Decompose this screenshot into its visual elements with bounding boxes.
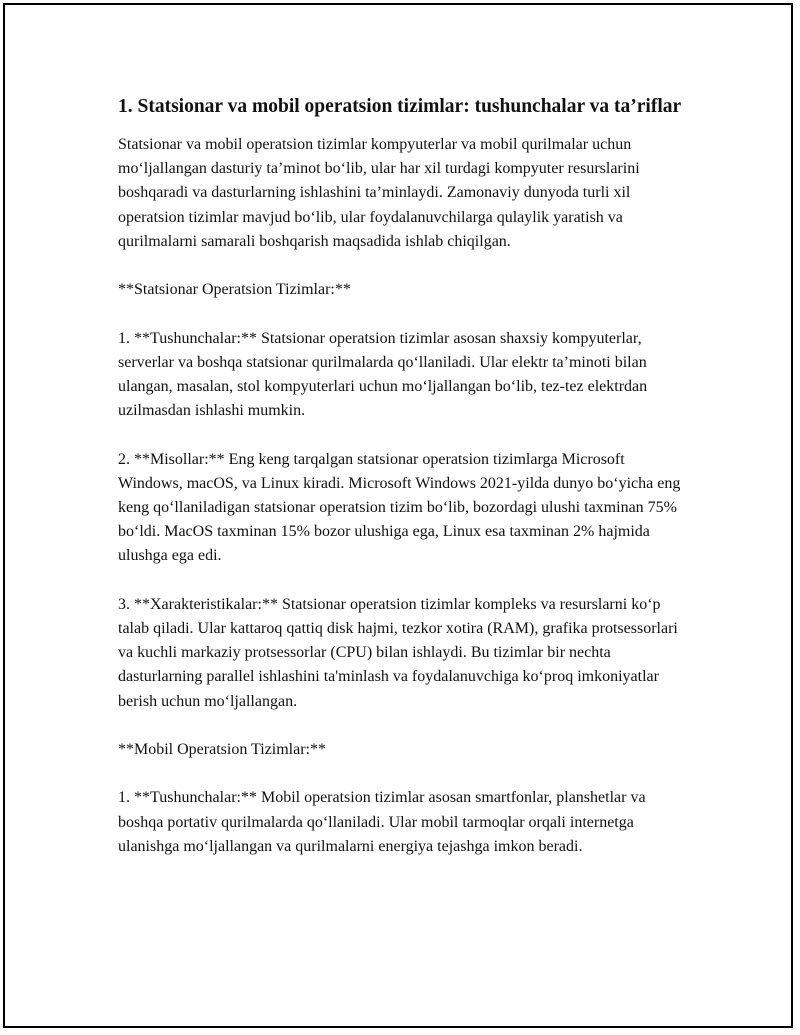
stationary-examples-paragraph: 2. **Misollar:** Eng keng tarqalgan statsionar operatsion tizimlarga Microsoft Windows, macOS, va Linux kiradi. Microsoft Windows 2021-yilda dunyo bo‘yicha eng keng qo‘llaniladigan statsionar operatsion tizim bo‘lib, bozordagi ulushi taxminan 75% bo‘ldi. MacOS taxminan 15% bozor ulushiga ega, Linux esa taxminan 2% hajmida ulushga ega edi.: [118, 450, 681, 565]
stationary-concepts-paragraph: 1. **Tushunchalar:** Statsionar operatsion tizimlar asosan shaxsiy kompyuterlar, serverlar va boshqa statsionar qurilmalarda qo‘llaniladi. Ular elektr ta’minoti bilan ulangan, masalan, stol kompyuterlari uchun mo‘ljallangan bo‘lib, tez-tez elektrdan uzilmasdan ishlashi mumkin.: [118, 329, 648, 420]
mobile-os-subheading: **Mobil Operatsion Tizimlar:**: [118, 741, 326, 758]
document-body: [118, 92, 688, 859]
stationary-characteristics-paragraph: 3. **Xarakteristikalar:** Statsionar operatsion tizimlar kompleks va resurslarni ko‘p talab qiladi. Ular kattaroq qattiq disk hajmi, tezkor xotira (RAM), grafika protsessorlari va kuchli markaziy protsessorlar (CPU) bilan ishlaydi. Bu tizimlar bir nechta dasturlarning parallel ishlashini ta'minlash va foydalanuvchiga ko‘proq imkoniyatlar berish uchun mo‘ljallangan.: [118, 595, 678, 710]
intro-paragraph: Statsionar va mobil operatsion tizimlar kompyuterlar va mobil qurilmalar uchun mo‘ljallangan dasturiy ta’minot bo‘lib, ular har xil turdagi kompyuter resurslarini boshqaradi va dasturlarning ishlashini ta’minlaydi. Zamonaviy dunyoda turli xil operatsion tizimlar mavjud bo‘lib, ular foydalanuvchilarga qulaylik yaratish va qurilmalarni samarali boshqarish maqsadida ishlab chiqilgan.: [118, 136, 640, 250]
section-heading: 1. Statsionar va mobil operatsion tizimlar: tushunchalar va ta’riflar: [118, 96, 682, 117]
mobile-concepts-paragraph: 1. **Tushunchalar:** Mobil operatsion tizimlar asosan smartfonlar, planshetlar va boshqa portativ qurilmalarda qo‘llaniladi. Ular mobil tarmoqlar orqali internetga ulanishga mo‘ljallangan va qurilmalarni energiya tejashga imkon beradi.: [118, 789, 646, 855]
stationary-os-subheading: **Statsionar Operatsion Tizimlar:**: [118, 281, 351, 299]
